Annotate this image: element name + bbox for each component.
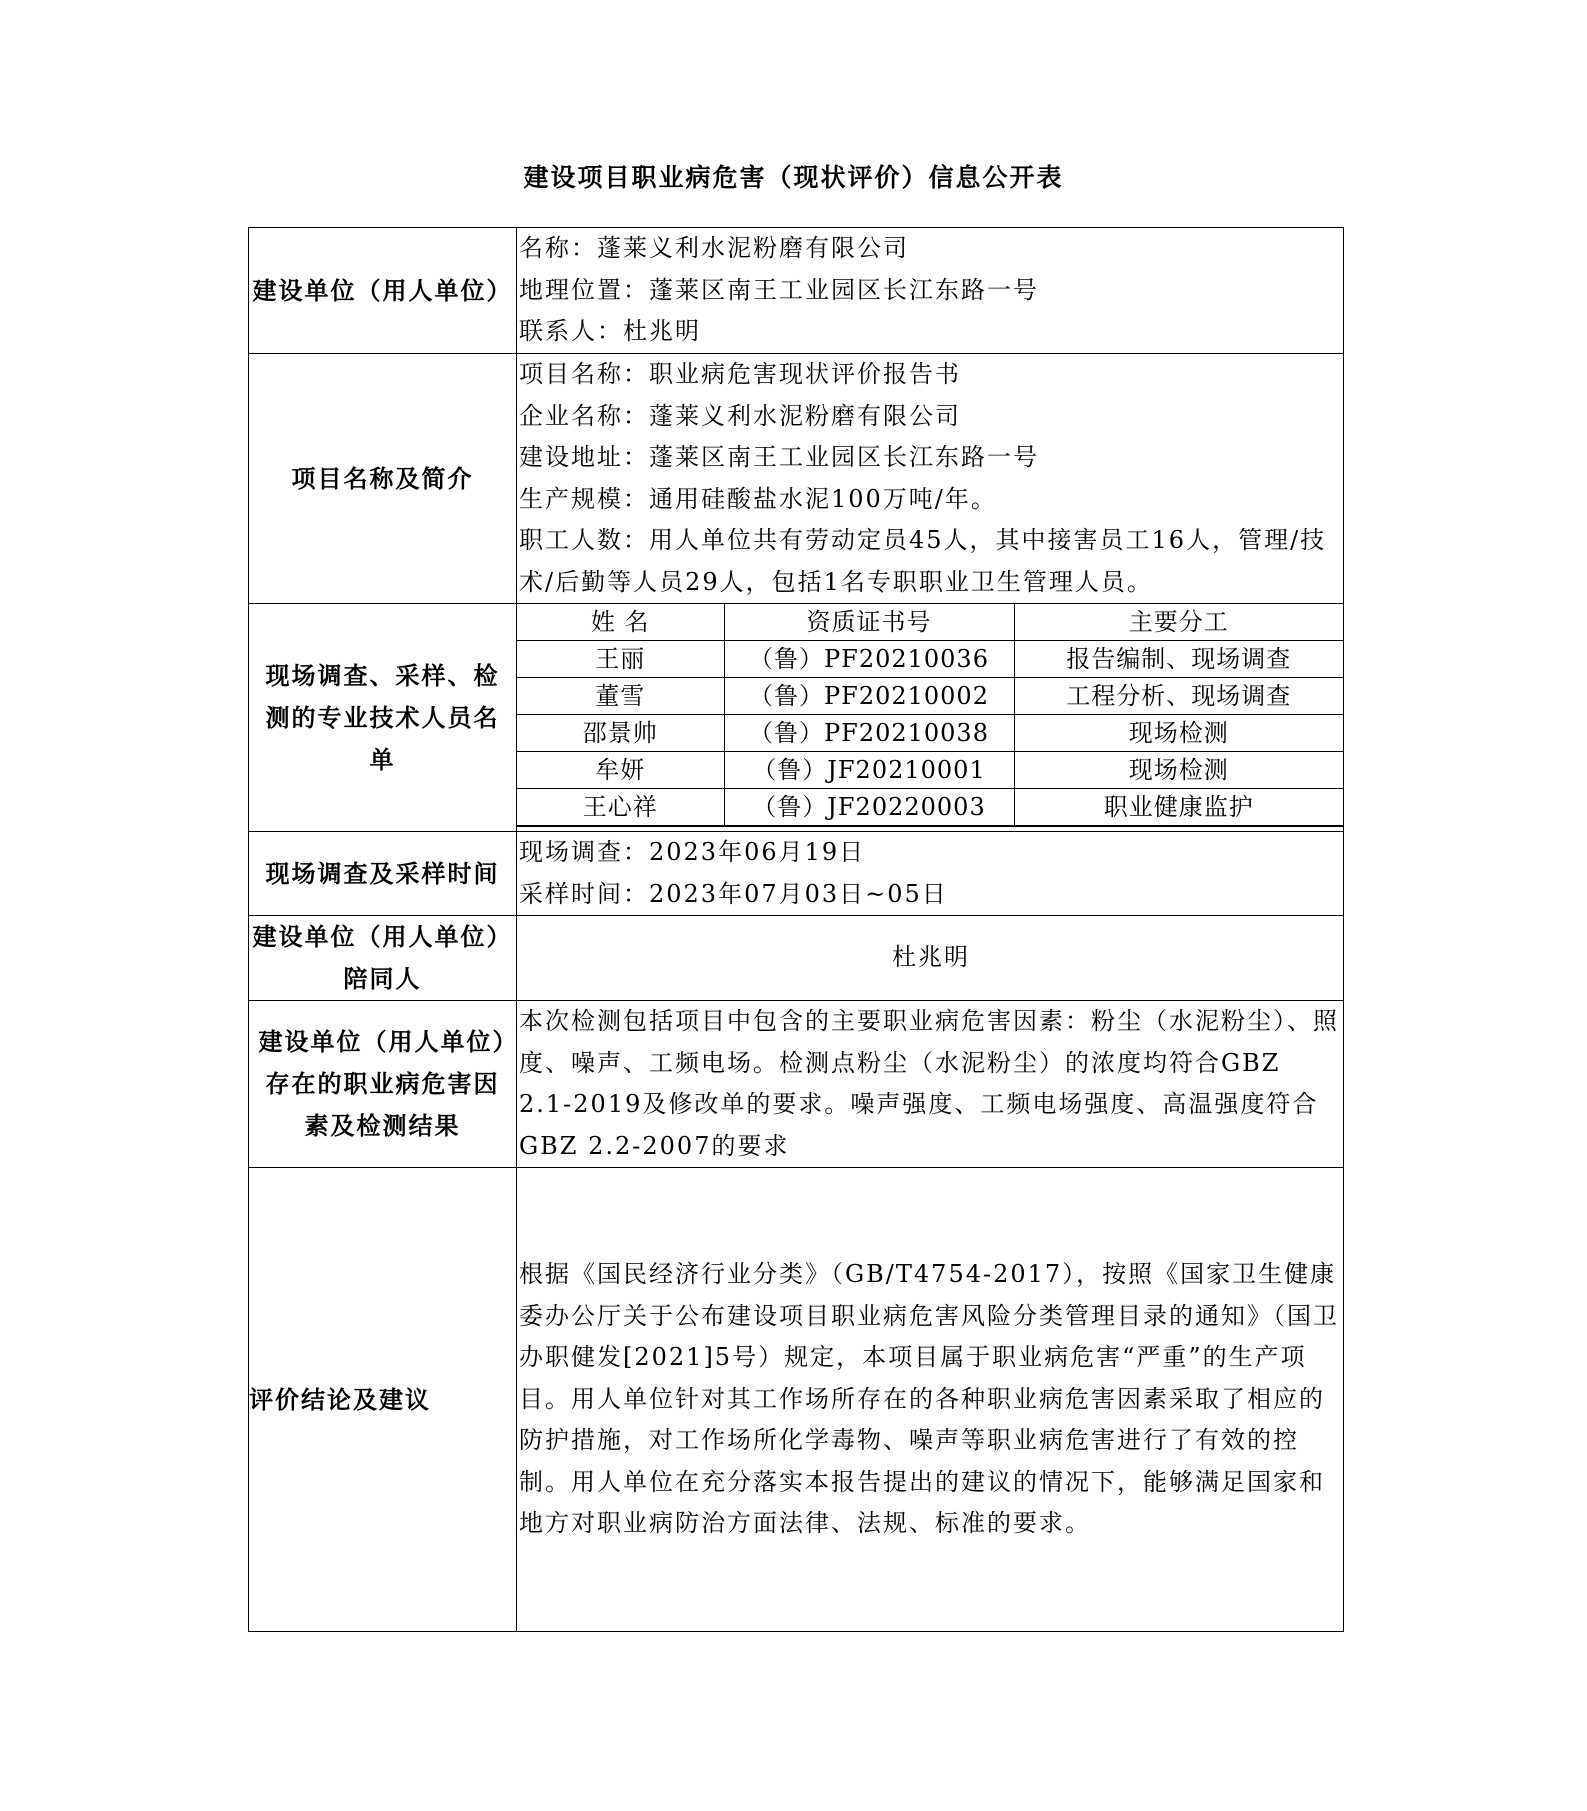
staff-role: 现场检测 bbox=[1014, 752, 1343, 789]
table-row bbox=[517, 789, 1343, 827]
staff-cert: （鲁）JF20220003 bbox=[724, 789, 1014, 827]
staff-name: 董雪 bbox=[517, 678, 724, 715]
table-row bbox=[517, 752, 1343, 789]
info-table bbox=[248, 227, 1344, 1632]
unit-contact: 联系人：杜兆明 bbox=[519, 317, 701, 346]
time-info bbox=[517, 832, 1344, 916]
label-staff: 现场调查、采样、检测的专业技术人员名单 bbox=[249, 604, 517, 832]
staff-name: 牟妍 bbox=[517, 752, 724, 789]
project-info bbox=[517, 354, 1344, 604]
staff-role: 现场检测 bbox=[1014, 715, 1343, 752]
conclusion-text: 根据《国民经济行业分类》（GB/T4754-2017），按照《国家卫生健康委办公厅关于公布建设项目职业病危害风险分类管理目录的通知》（国卫办职健发[2021]5号）规定，本项目属于职业病危害“严重”的生产项目。用人单位针对其工作场所存在的各种职业病危害因素采取了相应的防护措施，对工作场所化学毒物、噪声等职业病危害进行了有效的控制。用人单位在充分落实本报告提出的建议的情况下，能够满足国家和地方对职业病防治方面法律、法规、标准的要求。 bbox=[517, 1168, 1344, 1632]
header-cert: 资质证书号 bbox=[724, 604, 1014, 641]
row-staff bbox=[249, 604, 1344, 832]
label-hazards: 建设单位（用人单位）存在的职业病危害因素及检测结果 bbox=[249, 1001, 517, 1168]
project-address: 建设地址：蓬莱区南王工业园区长江东路一号 bbox=[519, 443, 1039, 471]
staff-cell bbox=[517, 604, 1344, 832]
row-hazards bbox=[249, 1001, 1344, 1168]
unit-location: 地理位置：蓬莱区南王工业园区长江东路一号 bbox=[519, 275, 1039, 304]
staff-name: 王心祥 bbox=[517, 789, 724, 827]
label-time: 现场调查及采样时间 bbox=[249, 832, 517, 916]
row-project bbox=[249, 354, 1344, 604]
project-name: 项目名称：职业病危害现状评价报告书 bbox=[519, 360, 961, 388]
unit-name: 名称：蓬莱义利水泥粉磨有限公司 bbox=[519, 234, 909, 263]
staff-cert: （鲁）PF20210036 bbox=[724, 641, 1014, 678]
production-scale: 生产规模：通用硅酸盐水泥100万吨/年。 bbox=[519, 484, 997, 513]
staff-role: 职业健康监护 bbox=[1014, 789, 1343, 827]
staff-count: 职工人数：用人单位共有劳动定员45人，其中接害员工16人，管理/技术/后勤等人员29人，包括1名专职职业卫生管理人员。 bbox=[519, 526, 1327, 596]
companion-name: 杜兆明 bbox=[517, 916, 1344, 1001]
label-conclusion: 评价结论及建议 bbox=[249, 1168, 517, 1632]
survey-date: 现场调查：2023年06月19日 bbox=[519, 838, 866, 866]
label-project: 项目名称及简介 bbox=[249, 354, 517, 604]
sampling-date: 采样时间：2023年07月03日~05日 bbox=[519, 879, 948, 908]
table-row bbox=[517, 641, 1343, 678]
staff-cert: （鲁）PF20210038 bbox=[724, 715, 1014, 752]
company-name: 企业名称：蓬莱义利水泥粉磨有限公司 bbox=[519, 401, 961, 430]
staff-cert: （鲁）PF20210002 bbox=[724, 678, 1014, 715]
unit-info bbox=[517, 228, 1344, 354]
staff-header-row bbox=[517, 604, 1343, 641]
page-title: 建设项目职业病危害（现状评价）信息公开表 bbox=[523, 163, 1064, 192]
hazards-text: 本次检测包括项目中包含的主要职业病危害因素：粉尘（水泥粉尘）、照度、噪声、工频电场。检测点粉尘（水泥粉尘）的浓度均符合GBZ 2.1-2019及修改单的要求。噪声强度、工频电场强度、高温强度符合GBZ 2.2-2007的要求 bbox=[517, 1001, 1344, 1168]
staff-role: 报告编制、现场调查 bbox=[1014, 641, 1343, 678]
staff-role: 工程分析、现场调查 bbox=[1014, 678, 1343, 715]
staff-table bbox=[517, 604, 1343, 827]
staff-name: 王丽 bbox=[517, 641, 724, 678]
label-companion: 建设单位（用人单位）陪同人 bbox=[249, 916, 517, 1001]
staff-name: 邵景帅 bbox=[517, 715, 724, 752]
header-role: 主要分工 bbox=[1014, 604, 1343, 641]
row-time bbox=[249, 832, 1344, 916]
row-companion bbox=[249, 916, 1344, 1001]
row-conclusion bbox=[249, 1168, 1344, 1632]
header-name: 姓 名 bbox=[517, 604, 724, 641]
table-row bbox=[517, 715, 1343, 752]
row-unit bbox=[249, 228, 1344, 354]
label-unit: 建设单位（用人单位） bbox=[249, 228, 517, 354]
staff-cert: （鲁）JF20210001 bbox=[724, 752, 1014, 789]
table-row bbox=[517, 678, 1343, 715]
